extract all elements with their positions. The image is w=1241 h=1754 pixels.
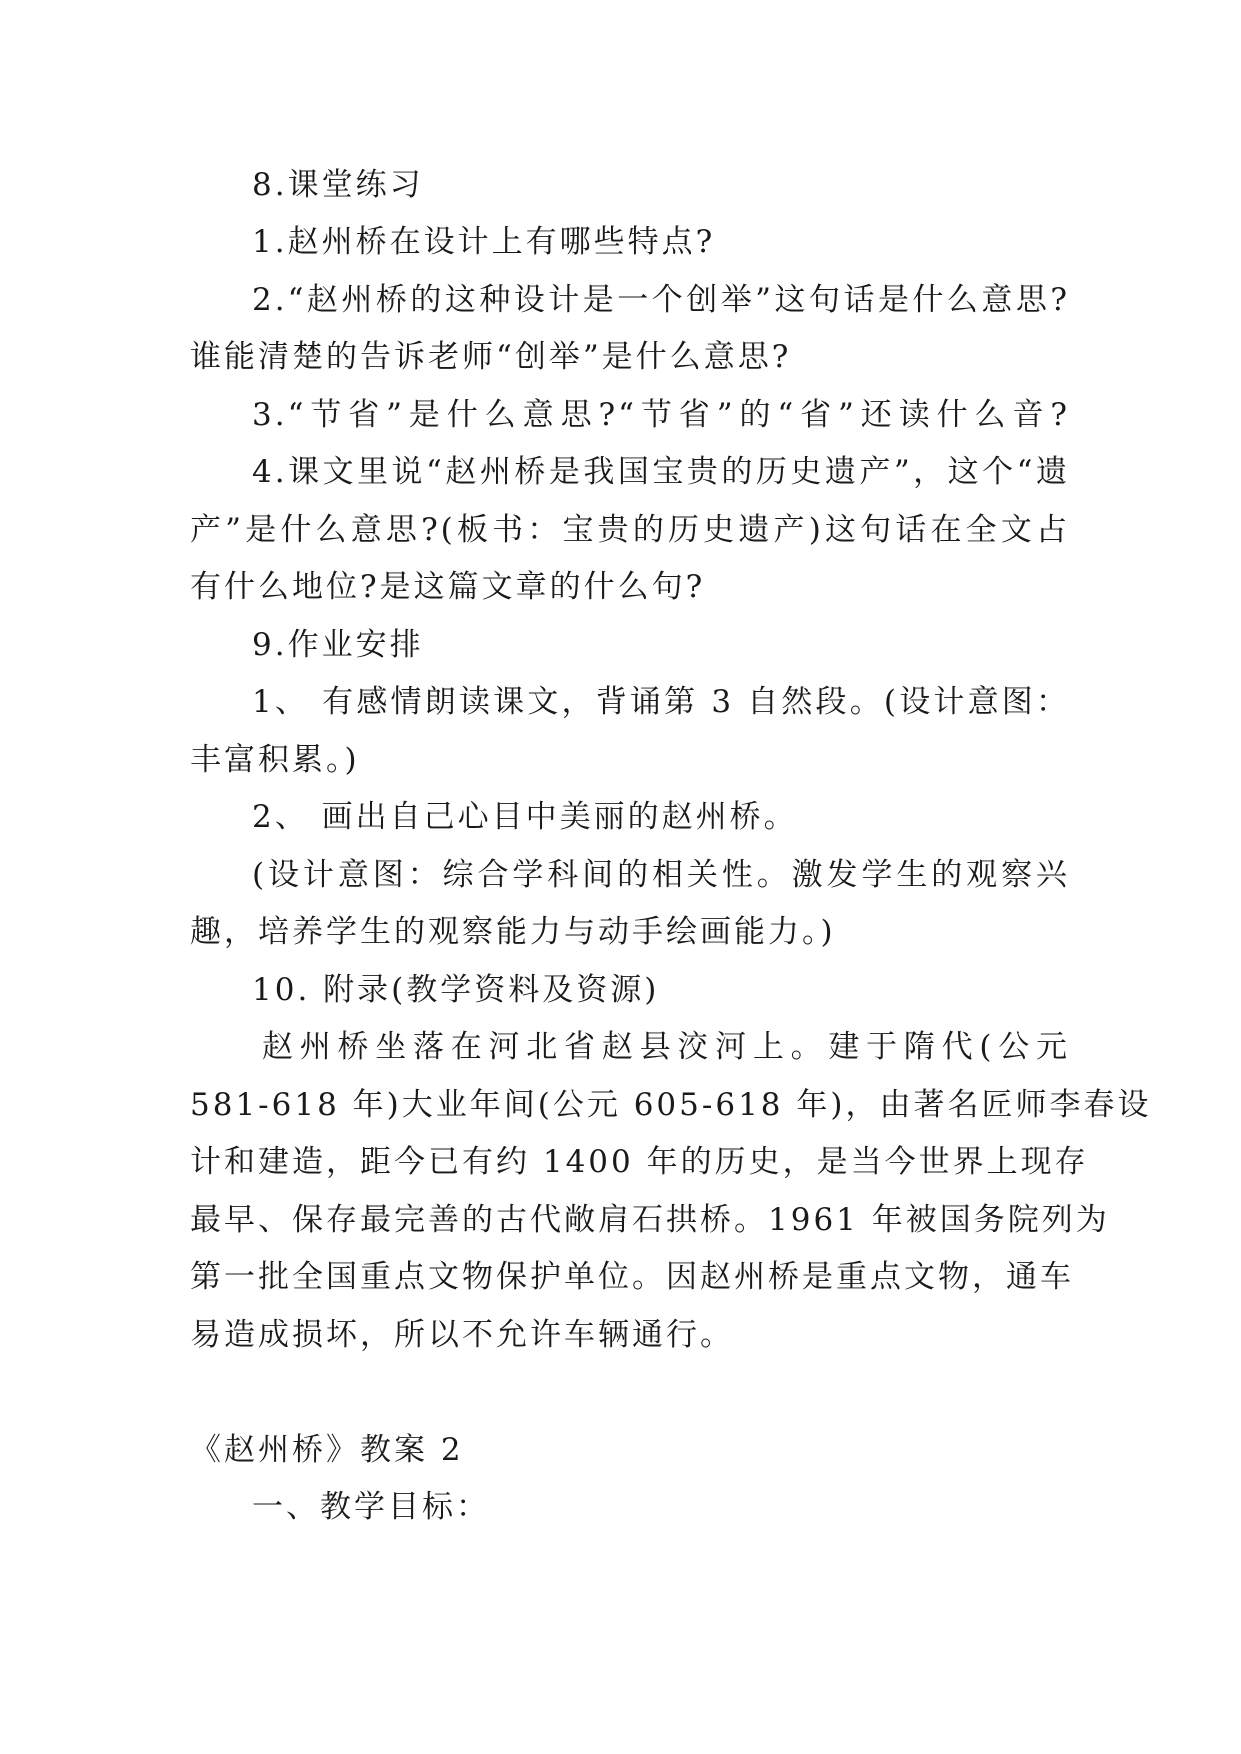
- design-intent-line-2: 趣，培养学生的观察能力与动手绘画能力。): [190, 914, 836, 950]
- homework-1-line-1: 1、 有感情朗读课文，背诵第 3 自然段。(设计意图：: [252, 684, 1070, 720]
- question-2-line-1: 2.“赵州桥的这种设计是一个创举”这句话是什么意思?: [252, 282, 1070, 318]
- homework-2: 2、 画出自己心目中美丽的赵州桥。: [252, 799, 798, 835]
- question-4-line-2: 产”是什么意思?(板书：宝贵的历史遗产)这句话在全文占: [190, 512, 1070, 548]
- appendix-paragraph-line-3: 计和建造，距今已有约 1400 年的历史，是当今世界上现存: [190, 1144, 1089, 1180]
- question-1: 1.赵州桥在设计上有哪些特点?: [252, 224, 716, 260]
- appendix-paragraph-line-2: 581-618 年)大业年间(公元 605-618 年)，由著名匠师李春设: [190, 1087, 1152, 1123]
- appendix-paragraph-line-6: 易造成损坏，所以不允许车辆通行。: [190, 1317, 734, 1353]
- homework-1-line-2: 丰富积累。): [190, 742, 360, 778]
- question-3: 3.“节省”是什么意思?“节省”的“省”还读什么音?: [252, 397, 1070, 433]
- appendix-paragraph-line-5: 第一批全国重点文物保护单位。因赵州桥是重点文物，通车: [190, 1259, 1074, 1295]
- question-4-line-1: 4.课文里说“赵州桥是我国宝贵的历史遗产”，这个“遗: [252, 454, 1070, 490]
- appendix-paragraph-line-1: 赵州桥坐落在河北省赵县洨河上。建于隋代(公元: [262, 1029, 1070, 1065]
- section-heading-homework: 9.作业安排: [252, 627, 424, 663]
- section-heading-appendix: 10. 附录(教学资料及资源): [252, 972, 660, 1008]
- design-intent-line-1: (设计意图：综合学科间的相关性。激发学生的观察兴: [252, 857, 1070, 893]
- question-4-line-3: 有什么地位?是这篇文章的什么句?: [190, 569, 706, 605]
- section-heading-classroom-practice: 8.课堂练习: [252, 167, 424, 203]
- question-2-line-2: 谁能清楚的告诉老师“创举”是什么意思?: [190, 339, 792, 375]
- section-heading-teaching-objectives: 一、教学目标：: [252, 1489, 490, 1525]
- lesson-plan-2-title: 《赵州桥》教案 2: [190, 1432, 464, 1468]
- appendix-paragraph-line-4: 最早、保存最完善的古代敞肩石拱桥。1961 年被国务院列为: [190, 1202, 1110, 1238]
